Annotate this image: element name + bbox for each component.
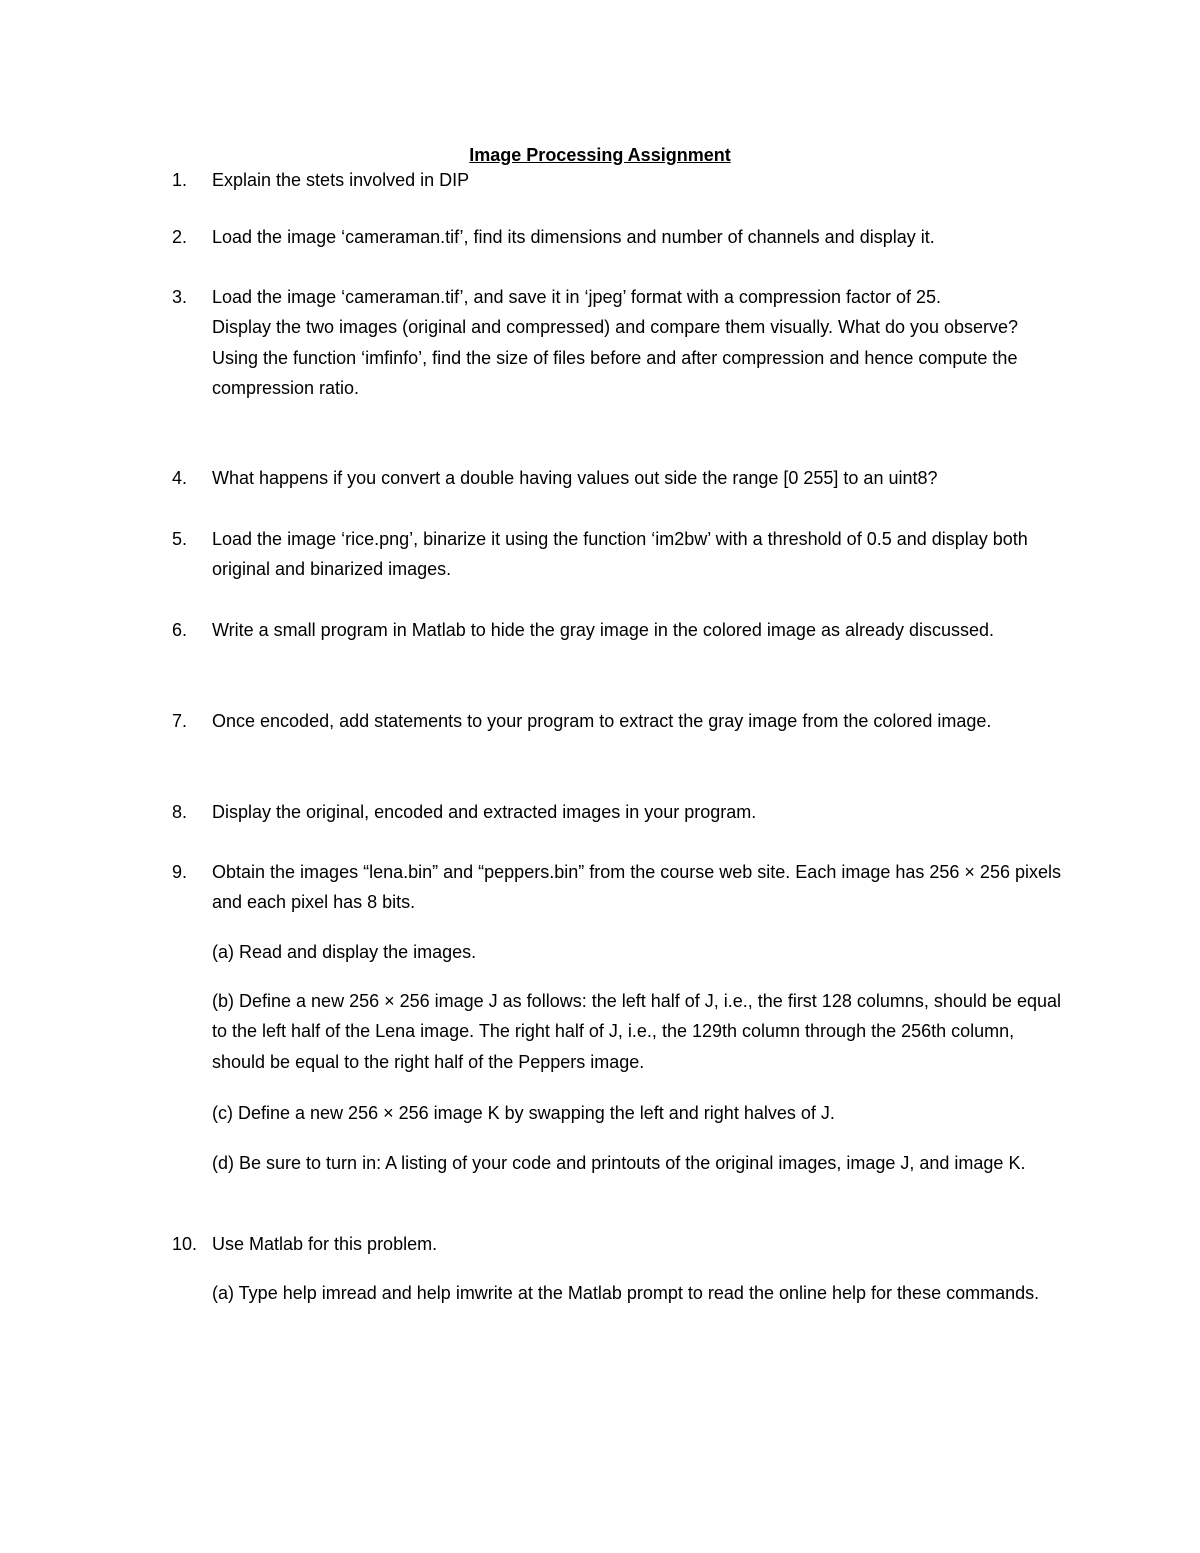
item-text: Load the image ‘cameraman.tif’, and save it in ‘jpeg’ format with a compression factor of 25. (212, 287, 942, 307)
item-9-part-d: (d) Be sure to turn in: A listing of your code and printouts of the original images, image J, and image K. (212, 1153, 1026, 1173)
item-9-part-c: (c) Define a new 256 × 256 image K by swapping the left and right halves of J. (212, 1103, 835, 1123)
item-number: 7. (172, 711, 188, 731)
list-item-9 (172, 857, 1067, 918)
item-10-part-a: (a) Type help imread and help imwrite at the Matlab prompt to read the online help for these commands. (212, 1283, 1040, 1303)
item-number: 8. (172, 802, 188, 822)
item-text: Obtain the images “lena.bin” and “peppers.bin” from the course web site. Each image has 256 × 256 pixels and each pixel has 8 bits. (212, 862, 1061, 913)
item-text-continued: Display the two images (original and compressed) and compare them visually. What do you observe? (212, 317, 1019, 338)
item-text-continued: Using the function ‘imfinfo’, find the size of files before and after compression and hence compute the compression ratio. (212, 347, 1018, 398)
list-item-8 (172, 797, 1067, 827)
item-text: Display the original, encoded and extracted images in your program. (212, 802, 757, 822)
item-number: 1. (172, 170, 188, 190)
item-number: 5. (172, 529, 188, 549)
item-text: Load the image ‘cameraman.tif’, find its dimensions and number of channels and display it. (212, 227, 935, 247)
list-item-1 (172, 165, 1067, 195)
item-text: Use Matlab for this problem. (212, 1234, 438, 1254)
item-text: What happens if you convert a double having values out side the range [0 255] to an uint8? (212, 468, 938, 488)
item-number: 2. (172, 227, 188, 247)
item-9-part-a: (a) Read and display the images. (212, 942, 477, 962)
item-number: 3. (172, 287, 188, 307)
list-item-6 (172, 615, 1067, 645)
list-item-3 (172, 282, 1067, 403)
item-number: 10. (172, 1234, 198, 1254)
list-item-7 (172, 706, 1067, 736)
item-9-part-b: (b) Define a new 256 × 256 image J as follows: the left half of J, i.e., the first 128 columns, should be equal to the left half of the Lena image. The right half of J, i.e., the 129th column through the 256th column, should be equal to the right half of the Peppers image. (212, 991, 1061, 1072)
list-item-5 (172, 524, 1067, 585)
item-text: Once encoded, add statements to your program to extract the gray image from the colored image. (212, 711, 992, 731)
item-text: Load the image ‘rice.png’, binarize it using the function ‘im2bw’ with a threshold of 0.5 and display both original and binarized images. (212, 529, 1028, 580)
list-item-4 (172, 463, 1067, 493)
item-number: 9. (172, 862, 188, 882)
item-text: Write a small program in Matlab to hide the gray image in the colored image as already discussed. (212, 620, 995, 640)
item-number: 6. (172, 620, 188, 640)
item-number: 4. (172, 468, 188, 488)
list-item-10 (172, 1229, 1067, 1259)
page-title: Image Processing Assignment (469, 145, 731, 165)
list-item-2 (172, 222, 1067, 252)
item-text: Explain the stets involved in DIP (212, 170, 470, 190)
